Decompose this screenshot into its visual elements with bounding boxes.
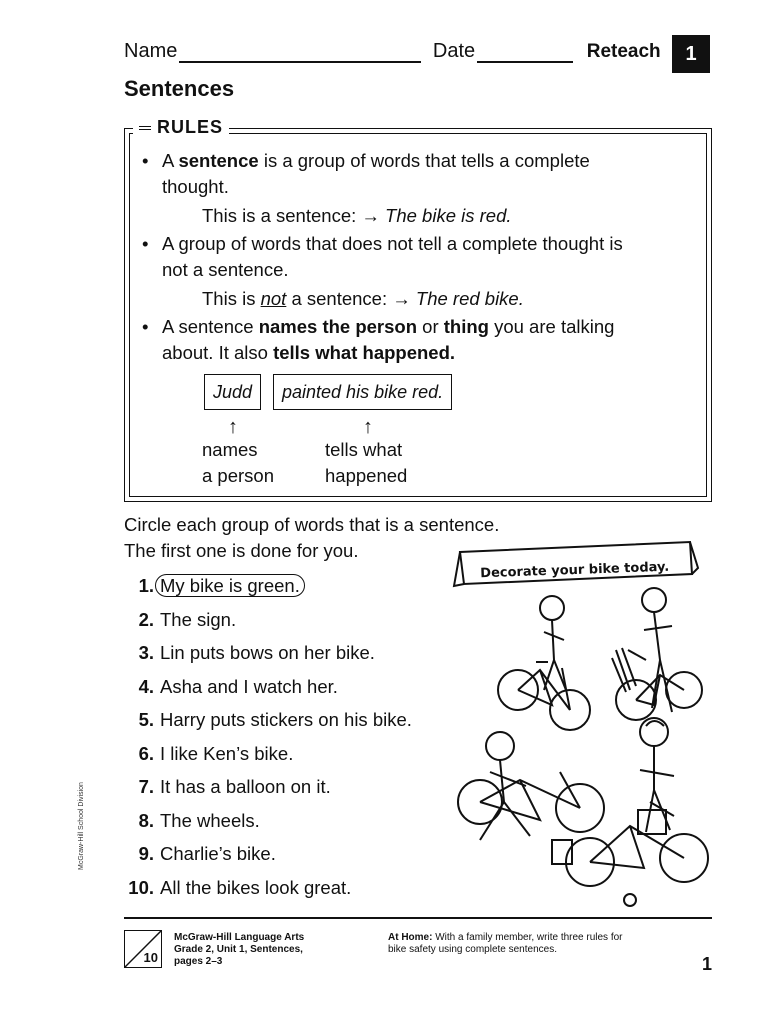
rule-1-line-2: thought.: [162, 176, 229, 197]
subject-label-2: a person: [202, 465, 274, 486]
list-item[interactable]: 2. The sign.: [138, 609, 237, 630]
subject-box: Judd: [204, 374, 261, 410]
list-item[interactable]: 5. Harry puts stickers on his bike.: [138, 709, 412, 730]
footer-divider: [124, 917, 712, 919]
page-title: Sentences: [124, 76, 235, 101]
list-item[interactable]: 10. All the bikes look great.: [128, 877, 352, 898]
header: [124, 40, 661, 63]
up-arrow-icon: ↑: [228, 416, 238, 438]
list-item[interactable]: 3. Lin puts bows on her bike.: [138, 642, 375, 663]
date-label: Date: [432, 40, 476, 62]
bike-scene-drawing: [440, 540, 712, 912]
predicate-label-2: happened: [325, 465, 408, 486]
rule-1-line-1: A sentence is a group of words that tells a complete: [162, 150, 590, 171]
bike-illustration: [440, 540, 712, 912]
name-line[interactable]: [179, 43, 421, 63]
list-item[interactable]: 6. I like Ken’s bike.: [138, 743, 294, 764]
banner-text: Decorate your bike today.: [480, 559, 670, 582]
list-item[interactable]: 8. The wheels.: [138, 810, 260, 831]
rule-3-line-1: A sentence names the person or thing you are talking: [162, 316, 615, 337]
page-number: 1: [702, 954, 713, 974]
list-item[interactable]: 4. Asha and I watch her.: [138, 676, 338, 697]
at-home-note: At Home: With a family member, write three rules for bike safety using complete sentences.: [388, 932, 623, 955]
side-credit: McGraw-Hill School Division: [78, 782, 85, 870]
lesson-number-badge: 1: [672, 35, 710, 73]
predicate-label-1: tells what: [325, 439, 403, 460]
bullet-dot: •: [142, 233, 149, 254]
list-item[interactable]: 1. My bike is green.: [124, 575, 305, 597]
page-number-box: [124, 930, 162, 968]
bullet-dot: •: [142, 316, 149, 337]
rules-heading: [133, 117, 229, 138]
subject-label-1: names: [202, 439, 258, 460]
rule-2-line-2: not a sentence.: [162, 259, 289, 280]
instructions-line-1: Circle each group of words that is a sentence.: [124, 514, 500, 535]
example-sentence: This is a sentence: → The bike is red.: [202, 205, 512, 226]
date-line[interactable]: [477, 43, 573, 63]
bullet-dot: •: [142, 150, 149, 171]
rule-3-line-2: about. It also tells what happened.: [162, 342, 456, 363]
rule-2-line-1: A group of words that does not tell a complete thought is: [162, 233, 623, 254]
reteach-label: Reteach: [586, 41, 661, 62]
name-label: Name: [124, 40, 178, 62]
example-non-sentence: This is not a sentence: → The red bike.: [202, 288, 524, 309]
predicate-box: painted his bike red.: [273, 374, 452, 410]
book-info: McGraw-Hill Language Arts Grade 2, Unit 1, Sentences, pages 2–3: [174, 932, 305, 967]
list-item[interactable]: 7. It has a balloon on it.: [138, 776, 331, 797]
rules-heading-bar: [139, 126, 151, 130]
page-number-box-text: 10: [143, 950, 158, 965]
up-arrow-icon: ↑: [363, 416, 373, 438]
circled-answer: My bike is green.: [155, 574, 305, 597]
rules-heading-text: RULES: [157, 117, 224, 137]
list-item[interactable]: 9. Charlie’s bike.: [138, 843, 276, 864]
instructions-line-2: The first one is done for you.: [124, 540, 359, 561]
